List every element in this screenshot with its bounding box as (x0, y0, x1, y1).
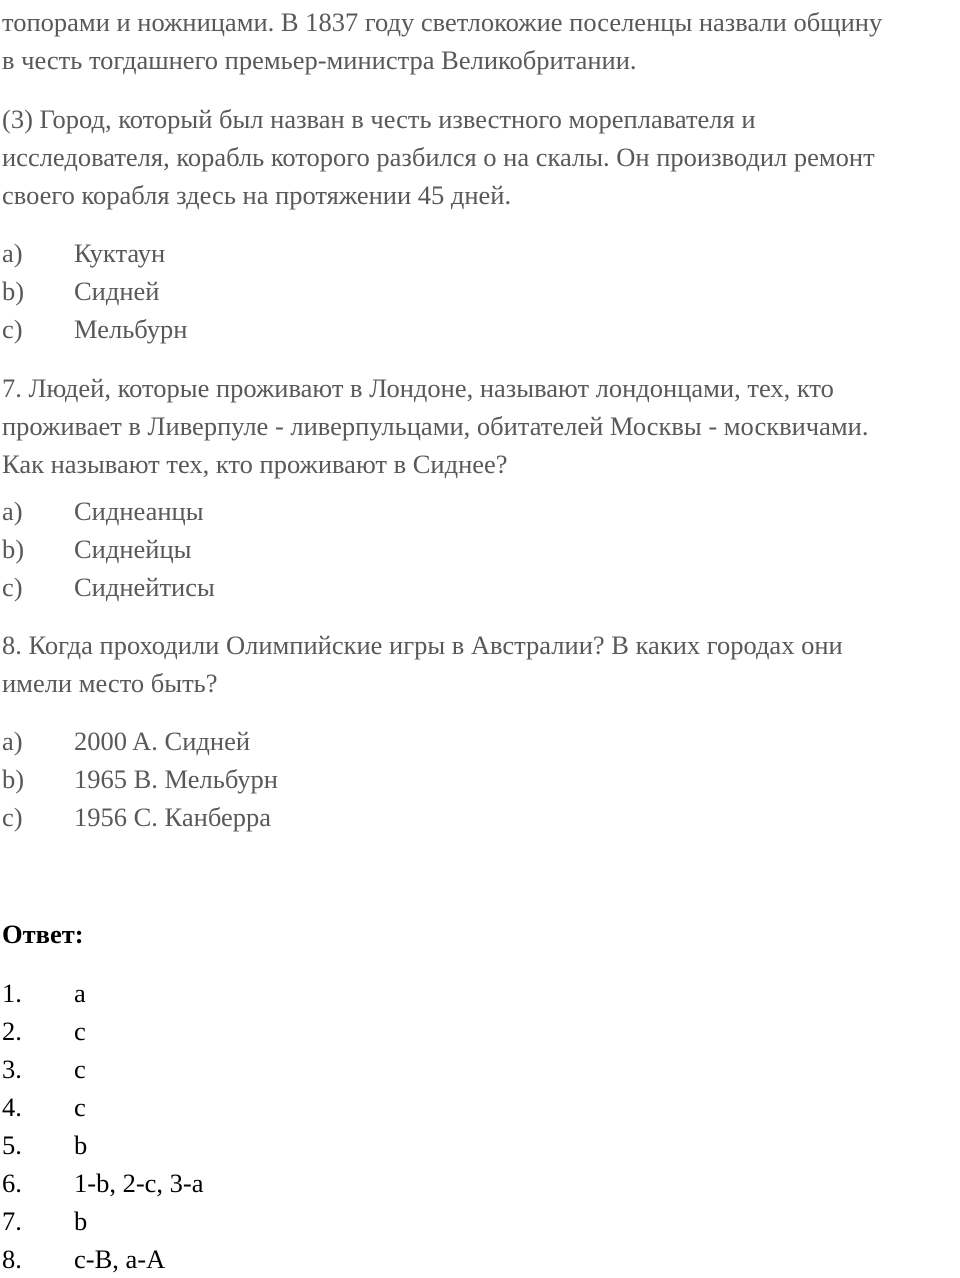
answer-item (2, 1240, 165, 1278)
option-mark: c) (2, 314, 23, 344)
option-text: Мельбурн (74, 314, 188, 344)
option-item (2, 722, 250, 760)
question-8-line: 8. Когда проходили Олимпийские игры в Австралии? В каких городах они (2, 630, 843, 660)
answer-value: a (74, 978, 86, 1008)
option-item (2, 272, 159, 310)
answer-value: 1-b, 2-c, 3-a (74, 1168, 204, 1198)
option-mark: c) (2, 572, 23, 602)
option-item (2, 530, 191, 568)
answer-number: 7. (2, 1206, 22, 1236)
answer-item (2, 1164, 204, 1202)
option-item (2, 798, 271, 836)
answer-heading: Ответ: (2, 919, 84, 949)
answer-number: 6. (2, 1168, 22, 1198)
option-mark: a) (2, 238, 23, 268)
paragraph-line: в честь тогдашнего премьер-министра Великобритании. (2, 45, 637, 75)
answer-number: 1. (2, 978, 22, 1008)
option-item (2, 310, 187, 348)
question-7-line: проживает в Ливерпуле - ливерпульцами, обитателей Москвы - москвичами. (2, 411, 869, 441)
question-8-line: имели место быть? (2, 668, 218, 698)
answer-number: 4. (2, 1092, 22, 1122)
answer-item (2, 1126, 87, 1164)
answer-number: 5. (2, 1130, 22, 1160)
paragraph-line: своего корабля здесь на протяжении 45 дней. (2, 180, 512, 210)
option-text: 1956 C. Канберра (74, 802, 271, 832)
option-text: 1965 B. Мельбурн (74, 764, 278, 794)
option-text: Сиднеанцы (74, 496, 204, 526)
answer-number: 8. (2, 1244, 22, 1274)
answer-item (2, 1012, 86, 1050)
option-mark: a) (2, 726, 23, 756)
question-7-line: Как называют тех, кто проживают в Сиднее? (2, 449, 508, 479)
option-item (2, 492, 204, 530)
paragraph-line: топорами и ножницами. В 1837 году светлокожие поселенцы назвали общину (2, 7, 883, 37)
answer-value: c (74, 1054, 86, 1084)
answer-item (2, 1202, 87, 1240)
answer-number: 3. (2, 1054, 22, 1084)
answer-value: c (74, 1016, 86, 1046)
option-text: Сиднейтисы (74, 572, 215, 602)
option-mark: b) (2, 276, 25, 306)
option-text: Куктаун (74, 238, 166, 268)
option-item (2, 760, 278, 798)
answer-item (2, 1050, 86, 1088)
option-mark: c) (2, 802, 23, 832)
answer-value: b (74, 1130, 88, 1160)
paragraph-line: исследователя, корабль которого разбился о на скалы. Он производил ремонт (2, 142, 875, 172)
answer-value: c (74, 1092, 86, 1122)
option-mark: b) (2, 764, 25, 794)
option-text: 2000 A. Сидней (74, 726, 251, 756)
option-item (2, 568, 215, 606)
answer-value: b (74, 1206, 88, 1236)
option-mark: a) (2, 496, 23, 526)
answer-item (2, 1088, 86, 1126)
answer-item (2, 974, 86, 1012)
paragraph-line: (3) Город, который был назван в честь известного мореплавателя и (2, 104, 756, 134)
answer-value: c-B, a-A (74, 1244, 166, 1274)
option-text: Сидней (74, 276, 160, 306)
option-mark: b) (2, 534, 25, 564)
question-7-line: 7. Людей, которые проживают в Лондоне, называют лондонцами, тех, кто (2, 373, 834, 403)
option-item (2, 234, 165, 272)
answer-number: 2. (2, 1016, 22, 1046)
option-text: Сиднейцы (74, 534, 192, 564)
